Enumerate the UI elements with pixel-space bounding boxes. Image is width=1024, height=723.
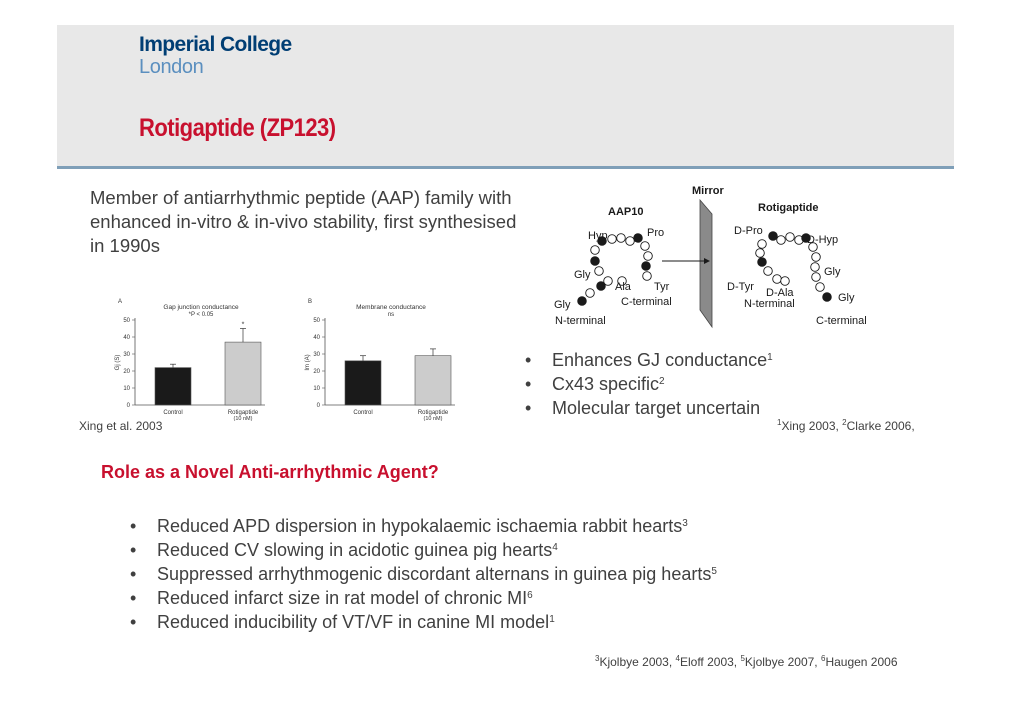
label-ala: Ala xyxy=(615,281,631,293)
list-item xyxy=(130,610,717,634)
mirror-plane xyxy=(700,200,712,327)
residue-circle xyxy=(823,293,832,302)
residue-circle xyxy=(764,267,773,276)
bullet-dot: • xyxy=(525,374,532,394)
slide-title: Rotigaptide (ZP123) xyxy=(139,114,336,142)
residue-circle xyxy=(591,257,600,266)
label-gly-r-2: Gly xyxy=(838,292,855,304)
residue-circle xyxy=(642,262,651,271)
residue-circle xyxy=(604,277,613,286)
bullet-dot: • xyxy=(130,564,137,584)
list-item xyxy=(130,538,717,562)
label-c-terminal: C-terminal xyxy=(621,296,672,308)
residue-circle xyxy=(758,240,767,249)
residue-circle xyxy=(812,273,821,282)
chart-tick-label: 20 xyxy=(313,369,320,375)
residue-circle xyxy=(816,283,825,292)
residue-circle xyxy=(812,253,821,262)
chart-subtitle: *P < 0.05 xyxy=(188,312,214,318)
chart-bar xyxy=(415,356,451,405)
chart-tick-label: 10 xyxy=(123,386,130,392)
label-pro: Pro xyxy=(647,227,665,239)
label-d-ala: D-Ala xyxy=(766,287,794,299)
mirror-label: Mirror xyxy=(692,185,724,197)
list-item xyxy=(525,396,773,420)
findings-bullets xyxy=(525,348,773,420)
label-tyr: Tyr xyxy=(654,281,670,293)
label-c-terminal-r: C-terminal xyxy=(816,315,867,327)
residue-circle xyxy=(758,258,767,267)
chart-category-sublabel: (10 nM) xyxy=(423,416,443,422)
chart-tick-label: 50 xyxy=(313,318,320,324)
chart-category-sublabel: (10 nM) xyxy=(233,416,253,422)
chart-category-label: Rotigaptide xyxy=(417,410,449,416)
residue-circle xyxy=(641,242,650,251)
label-n-terminal: N-terminal xyxy=(555,315,606,327)
residue-circle xyxy=(781,277,790,286)
residue-circle xyxy=(626,237,635,246)
chart-bar xyxy=(345,361,381,405)
chart-ylabel: Im (A) xyxy=(305,354,311,371)
left-title: AAP10 xyxy=(608,206,644,218)
logo-line-2: London xyxy=(139,56,204,78)
bullet-dot: • xyxy=(130,612,137,632)
bar-charts xyxy=(105,295,470,427)
residue-circle xyxy=(756,249,765,258)
bullet-text: Molecular target uncertain xyxy=(552,398,761,418)
bullet-sup: 1 xyxy=(549,614,555,625)
chart-tick-label: 0 xyxy=(316,403,320,409)
section-heading: Role as a Novel Anti-arrhythmic Agent? xyxy=(101,462,439,482)
label-gly-2: Gly xyxy=(554,299,571,311)
bullet-text: Reduced APD dispersion in hypokalaemic ischaemia rabbit hearts xyxy=(157,516,683,536)
bullet-dot: • xyxy=(130,540,137,560)
chart-title: Gap junction conductance xyxy=(163,304,239,311)
bullet-text: Enhances GJ conductance xyxy=(552,350,768,370)
residue-circle xyxy=(644,252,653,261)
chart-subtitle: ns xyxy=(387,312,395,318)
chart-category-label: Control xyxy=(163,410,183,416)
logo-line-1: Imperial College xyxy=(139,33,292,56)
chart-title: Membrane conductance xyxy=(356,304,426,311)
references-1: $^1$Xing 2003, $^2$Clarke 2006, xyxy=(777,418,915,433)
bullet-sup: 4 xyxy=(552,542,558,553)
chart-category-label: Rotigaptide xyxy=(227,410,259,416)
label-d-tyr: D-Tyr xyxy=(727,281,754,293)
chart-category-label: Control xyxy=(353,410,373,416)
bullet-sup: 6 xyxy=(527,590,533,601)
residue-circle xyxy=(786,233,795,242)
bullet-sup: 2 xyxy=(659,376,665,387)
list-item xyxy=(525,348,773,372)
bullet-dot: • xyxy=(525,350,532,370)
chart-tick-label: 40 xyxy=(123,335,130,341)
role-bullets xyxy=(130,514,717,634)
list-item xyxy=(525,372,773,396)
imperial-college-logo xyxy=(139,34,292,78)
residue-circle xyxy=(617,234,626,243)
chart-ylabel: Gj (S) xyxy=(115,354,121,371)
label-d-hyp: D-Hyp xyxy=(807,234,839,246)
residue-circle xyxy=(578,297,587,306)
references-2: $^3$Kjolbye 2003, $^4$Eloff 2003, $^5$Kjolbye 2007, $^6$Haugen 2006 xyxy=(595,654,898,669)
bullet-text: Reduced infarct size in rat model of chronic MI xyxy=(157,588,528,608)
list-item xyxy=(130,514,717,538)
bullet-dot: • xyxy=(525,398,532,418)
list-item xyxy=(130,586,717,610)
label-gly-r: Gly xyxy=(824,266,841,278)
bullet-sup: 1 xyxy=(767,352,773,363)
label-n-terminal-r: N-terminal xyxy=(744,298,795,310)
header-divider xyxy=(57,166,954,169)
chart-tick-label: 10 xyxy=(313,386,320,392)
residue-circle xyxy=(595,267,604,276)
chart-tick-label: 30 xyxy=(313,352,320,358)
chart-significance-marker: * xyxy=(241,321,245,329)
label-d-pro: D-Pro xyxy=(734,225,763,237)
label-gly: Gly xyxy=(574,269,591,281)
chart-tick-label: 20 xyxy=(123,369,130,375)
bullet-text: Reduced CV slowing in acidotic guinea pig hearts xyxy=(157,540,553,560)
residue-circle xyxy=(769,232,778,241)
residue-circle xyxy=(777,236,786,245)
residue-circle xyxy=(608,235,617,244)
residue-circle xyxy=(643,272,652,281)
bullet-dot: • xyxy=(130,588,137,608)
label-hyp: Hyp xyxy=(588,230,608,242)
bullet-text: Reduced inducibility of VT/VF in canine MI model xyxy=(157,612,550,632)
residue-circle xyxy=(811,263,820,272)
chart-bar xyxy=(225,342,261,405)
peptide-mirror-diagram xyxy=(550,180,880,330)
list-item xyxy=(130,562,717,586)
residue-circle xyxy=(634,234,643,243)
chart-panel-label: A xyxy=(118,299,123,305)
bullet-dot: • xyxy=(130,516,137,536)
chart-tick-label: 30 xyxy=(123,352,130,358)
chart-tick-label: 40 xyxy=(313,335,320,341)
bullet-text: Cx43 specific xyxy=(552,374,660,394)
bullet-text: Suppressed arrhythmogenic discordant alternans in guinea pig hearts xyxy=(157,564,712,584)
chart-tick-label: 0 xyxy=(126,403,130,409)
chart-citation: Xing et al. 2003 xyxy=(79,419,163,433)
right-title: Rotigaptide xyxy=(758,202,819,214)
chart-tick-label: 50 xyxy=(123,318,130,324)
residue-circle xyxy=(586,289,595,298)
chart-panel-label: B xyxy=(308,299,313,305)
bullet-sup: 5 xyxy=(711,566,717,577)
intro-text: Member of antiarrhythmic peptide (AAP) family with enhanced in-vitro & in-vivo stability, first synthesised in 1990s xyxy=(90,187,517,256)
residue-circle xyxy=(591,246,600,255)
chart-bar xyxy=(155,368,191,405)
residue-circle xyxy=(773,275,782,284)
bullet-sup: 3 xyxy=(682,518,688,529)
